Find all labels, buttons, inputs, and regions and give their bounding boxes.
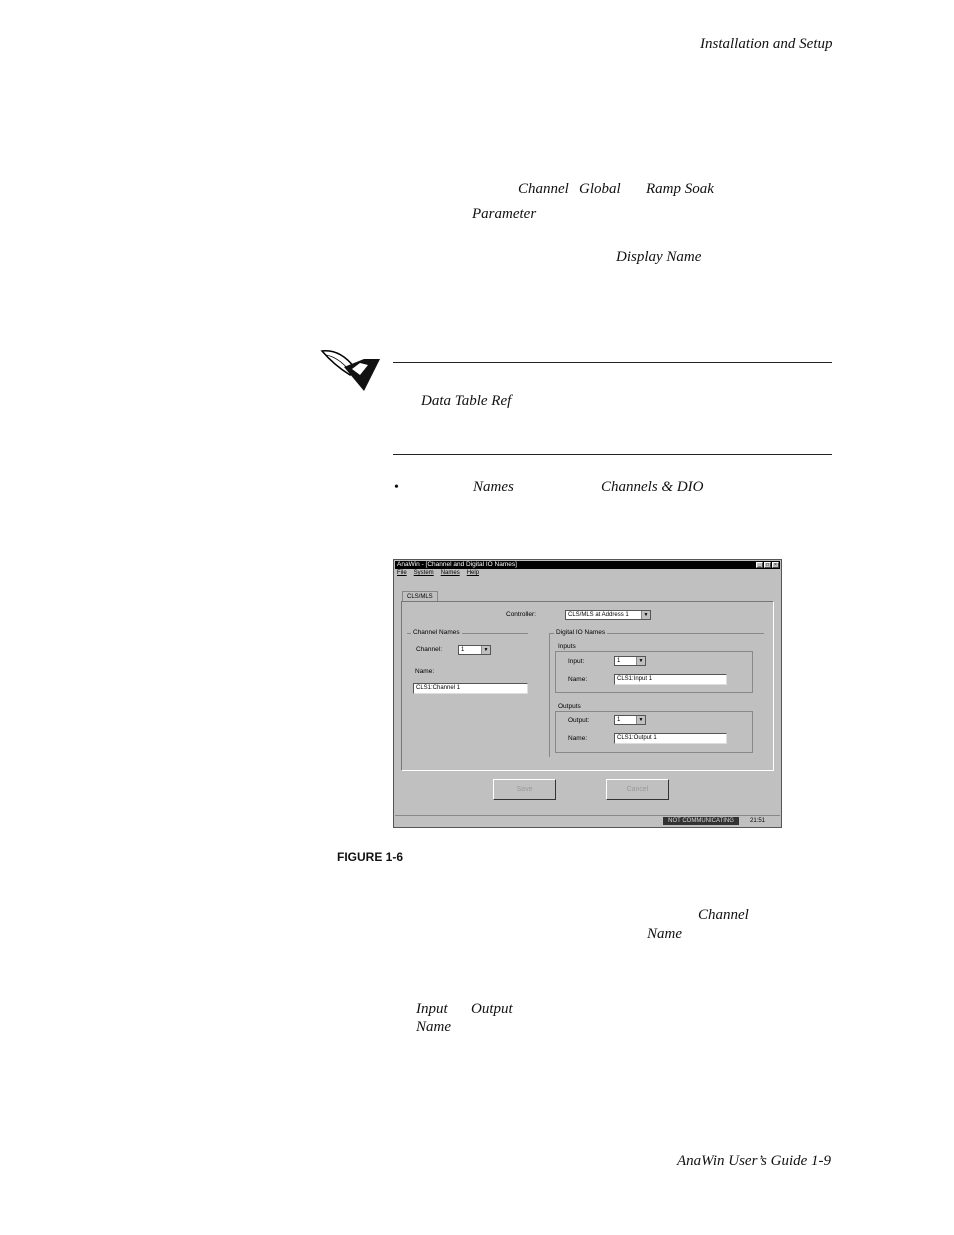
input-name-input[interactable]: CLS1:Input 1 [614,674,727,685]
menu-file[interactable]: File [397,570,407,576]
text-output: Output [471,1001,513,1017]
channel-select[interactable] [458,645,491,655]
window-titlebar [395,561,780,569]
chevron-down-icon[interactable]: ▼ [636,657,645,665]
text-global: Global [579,181,621,197]
text-channel-2: Channel [698,907,749,923]
bullet: • [394,480,399,495]
controller-select[interactable] [565,610,651,620]
text-parameter: Parameter [472,206,537,222]
channel-name-label: Name: [415,668,435,675]
channel-names-title: Channel Names [413,629,460,636]
outputs-title: Outputs [558,703,581,710]
controller-value: CLS/MLS at Address 1 [568,612,629,618]
chevron-down-icon[interactable]: ▼ [641,611,650,619]
header-title: Installation and Setup [700,36,833,52]
status-text: NOT COMMUNICATING [663,817,739,825]
output-name-label: Name: [568,735,588,742]
output-name-input[interactable]: CLS1:Output 1 [614,733,727,744]
inputs-group [555,643,753,693]
channel-label: Channel: [416,646,443,653]
cancel-button[interactable]: Cancel [606,779,669,800]
minimize-icon[interactable]: _ [756,562,763,568]
text-display-name: Display Name [616,249,702,265]
channel-value: 1 [461,647,465,653]
text-channels-dio: Channels & DIO [601,479,704,495]
note-pen-icon [320,347,384,395]
inputs-title: Inputs [558,643,576,650]
figure-caption: FIGURE 1-6 [337,850,404,864]
status-bar [395,815,780,826]
menu-names[interactable]: Names [440,570,460,576]
output-select[interactable] [614,715,646,725]
chevron-down-icon[interactable]: ▼ [636,716,645,724]
controller-label: Controller: [506,611,536,618]
menubar [397,570,479,576]
tab-cls-mls[interactable]: CLS/MLS [402,591,438,602]
text-names: Names [473,479,514,495]
text-channel: Channel [518,181,569,197]
note-rule-top [393,362,832,363]
close-icon[interactable]: × [772,562,779,568]
input-label: Input: [568,658,585,665]
digital-io-title: Digital IO Names [556,629,606,636]
status-time: 21:51 [750,818,766,824]
menu-help[interactable]: Help [466,570,480,576]
window-title: AnaWin - [Channel and Digital IO Names] [397,561,517,568]
text-data-table-ref: Data Table Ref [421,393,512,409]
anawin-window [393,559,782,828]
text-name-3: Name [416,1019,451,1035]
footer-page: AnaWin User’s Guide 1-9 [677,1153,832,1169]
text-input: Input [416,1001,448,1017]
maximize-icon[interactable]: □ [765,562,770,568]
input-value: 1 [617,658,621,664]
save-button[interactable]: Save [493,779,556,800]
menu-system[interactable]: System [413,570,434,576]
input-name-label: Name: [568,676,588,683]
note-rule-bottom [393,454,832,455]
channel-name-input[interactable]: CLS1:Channel 1 [413,683,528,694]
input-select[interactable] [614,656,646,666]
output-label: Output: [568,717,590,724]
text-ramp-soak: Ramp Soak [646,181,714,197]
chevron-down-icon[interactable]: ▼ [481,646,490,654]
text-name-2: Name [647,926,682,942]
output-value: 1 [617,717,621,723]
